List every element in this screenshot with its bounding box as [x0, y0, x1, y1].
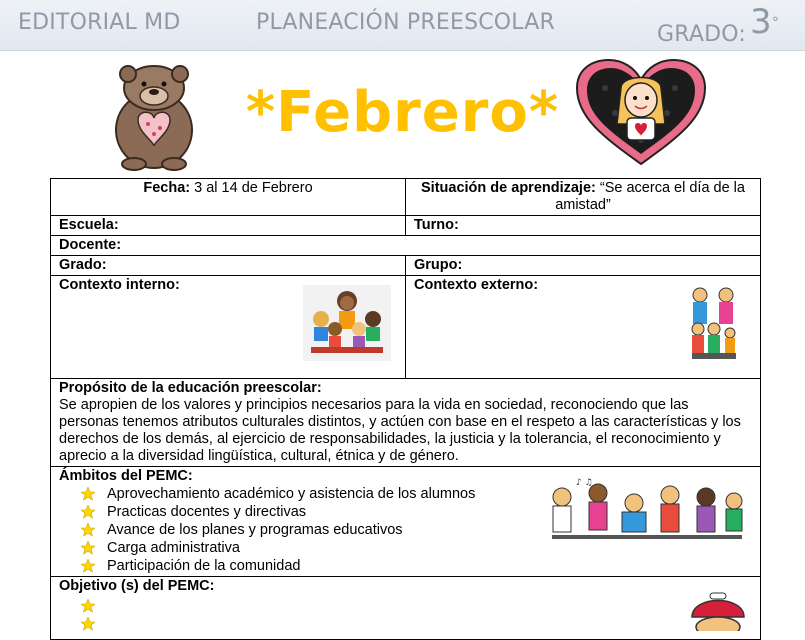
ambito-text: Avance de los planes y programas educativos: [107, 522, 403, 538]
header-grade-label: GRADO:: [657, 22, 746, 47]
fecha-cell: [51, 179, 406, 216]
star-bullet-icon: [81, 487, 95, 501]
ambito-text: Participación de la comunidad: [107, 558, 301, 574]
header-grade-degree: °: [771, 15, 780, 31]
situacion-label: Situación de aprendizaje:: [421, 180, 596, 196]
turno-field[interactable]: Turno:: [406, 216, 761, 236]
ambitos-label: Ámbitos del PEMC:: [59, 468, 193, 484]
table-row: [51, 179, 761, 216]
kids-family-icon: [686, 285, 742, 365]
ambito-text: Carga administrativa: [107, 540, 240, 556]
objetivo-label: Objetivo (s) del PEMC:: [59, 578, 215, 594]
contexto-externo-cell[interactable]: [406, 276, 761, 379]
star-bullet-icon: [81, 505, 95, 519]
svg-text:♪ ♫: ♪ ♫: [576, 478, 593, 488]
situacion-value: “Se acerca el día de la amistad”: [555, 180, 745, 213]
ambito-text: Aprovechamiento académico y asistencia de los alumnos: [107, 486, 476, 502]
fecha-value: 3 al 14 de Febrero: [190, 180, 313, 196]
contexto-interno-label: Contexto interno:: [59, 277, 180, 293]
table-row: [51, 216, 761, 236]
header-doc-type: PLANEACIÓN PREESCOLAR: [256, 10, 556, 35]
header-grade-number: 3: [749, 2, 772, 42]
girl-in-heart-icon: [575, 58, 707, 168]
header-grade: [657, 2, 780, 50]
page-title: *Febrero*: [245, 80, 560, 145]
star-bullet-icon: [81, 599, 95, 613]
table-row: [51, 379, 761, 467]
ambito-text: Practicas docentes y directivas: [107, 504, 307, 520]
planning-table: [50, 178, 761, 640]
contexto-interno-cell[interactable]: [51, 276, 406, 379]
kids-group-icon: [546, 475, 746, 555]
star-bullet-icon: [81, 523, 95, 537]
situacion-cell: [406, 179, 761, 216]
escuela-field[interactable]: Escuela:: [51, 216, 406, 236]
kids-reading-icon: [303, 285, 391, 361]
ambitos-cell: [51, 467, 761, 577]
proposito-cell: [51, 379, 761, 467]
table-row: [51, 467, 761, 577]
table-row: [51, 276, 761, 379]
header-publisher: EDITORIAL MD: [18, 10, 181, 35]
grado-field[interactable]: Grado:: [51, 256, 406, 276]
proposito-text: Se apropien de los valores y principios necesarios para la vida en sociedad, reconociendo que las personas tenemos atributos culturales distintos, y actúen con base en el respeto a las características y los derechos de los demás, al ejercicio de responsabilidades, la justicia y la tolerancia, el reconocimiento y aprecio a la diversidad lingüística, cultural, étnica y de género.: [59, 397, 741, 464]
objetivo-cell[interactable]: [51, 577, 761, 640]
fecha-label: Fecha:: [143, 180, 191, 196]
docente-field[interactable]: Docente:: [51, 236, 761, 256]
table-row: [51, 256, 761, 276]
table-row: [51, 577, 761, 640]
table-row: [51, 236, 761, 256]
kid-red-cap-icon: [688, 587, 748, 631]
star-bullet-icon: [81, 541, 95, 555]
contexto-externo-label: Contexto externo:: [414, 277, 539, 293]
list-item: [59, 557, 752, 575]
star-bullet-icon: [81, 617, 95, 631]
page-header: [0, 0, 805, 51]
proposito-label: Propósito de la educación preescolar:: [59, 380, 322, 396]
star-bullet-icon: [81, 559, 95, 573]
grupo-field[interactable]: Grupo:: [406, 256, 761, 276]
